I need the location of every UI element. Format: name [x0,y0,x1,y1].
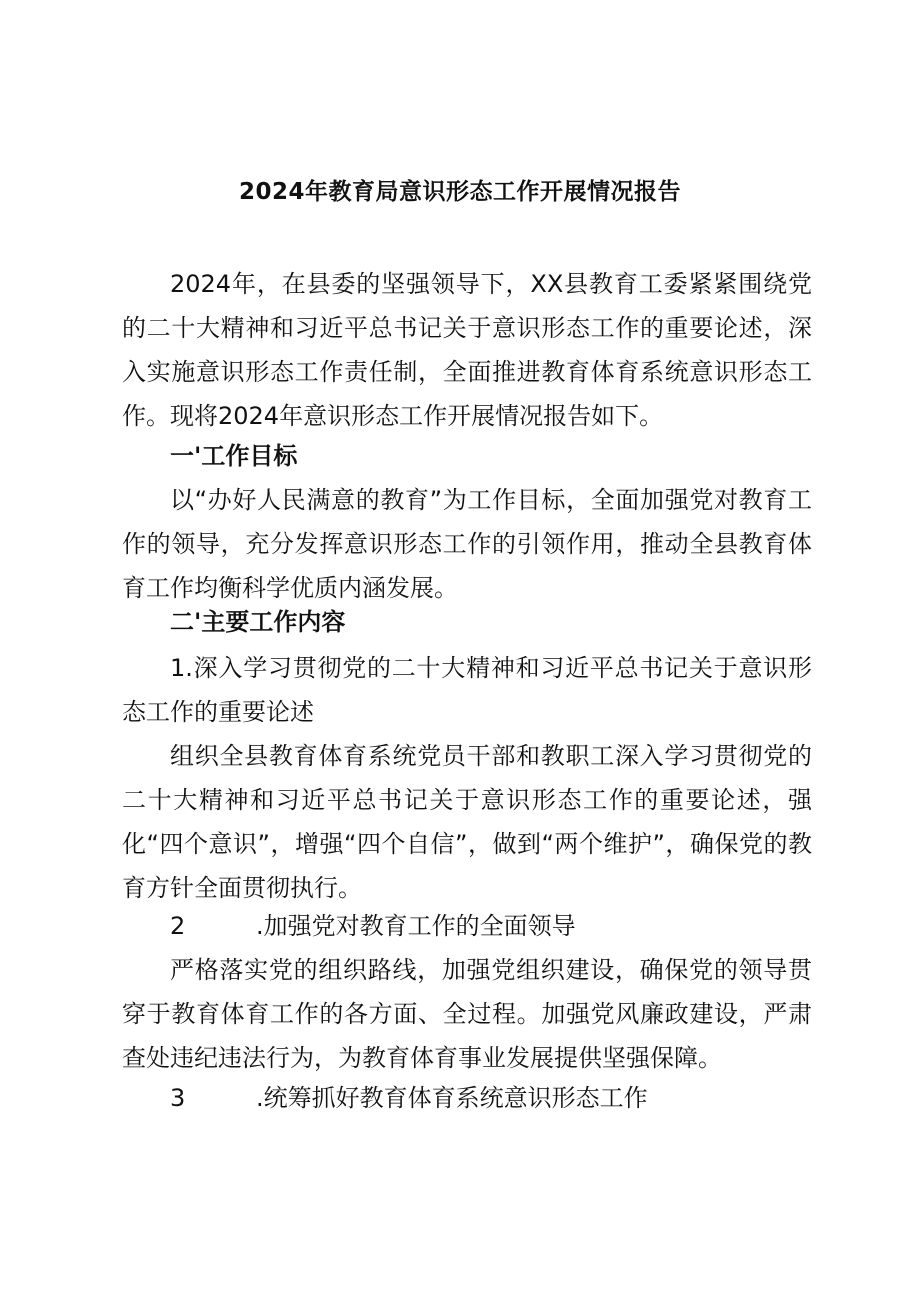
item-2-title [122,904,812,948]
item-2-number: 2 [170,912,186,940]
item-3-title-text: .统筹抓好教育体育系统意识形态工作 [256,1084,648,1112]
item-2-title-text: .加强党对教育工作的全面领导 [256,912,576,940]
item-1-title [122,646,812,734]
intro-paragraph: 2024年，在县委的坚强领导下，XX县教育工委紧紧围绕党的二十大精神和习近平总书记关于意识形态工作的重要论述，深入实施意识形态工作责任制，全面推进教育体育系统意识形态工作。现将2024年意识形态工作开展情况报告如下。 [122,270,812,430]
goals-paragraph: 以“办好人民满意的教育”为工作目标，全面加强党对教育工作的领导，充分发挥意识形态工作的引领作用，推动全县教育体育工作均衡科学优质内涵发展。 [122,486,812,602]
section-heading-main-work: 二'主要工作内容 [170,608,346,636]
item-1-number: 1 [170,654,186,682]
item-3-title [122,1076,812,1120]
item-2-paragraph: 严格落实党的组织路线，加强党组织建设，确保党的领导贯穿于教育体育工作的各方面、全过程。加强党风廉政建设，严肃查处违纪违法行为，为教育体育事业发展提供坚强保障。 [122,956,812,1072]
section-heading-goals: 一'工作目标 [170,442,298,470]
item-3-number: 3 [170,1084,186,1112]
item-1-paragraph: 组织全县教育体育系统党员干部和教职工深入学习贯彻党的二十大精神和习近平总书记关于意识形态工作的重要论述，强化“四个意识”，增强“四个自信”，做到“两个维护”，确保党的教育方针全面贯彻执行。 [122,742,812,902]
document-title: 2024年教育局意识形态工作开展情况报告 [238,179,681,205]
item-1-title-text: .深入学习贯彻党的二十大精神和习近平总书记关于意识形态工作的重要论述 [122,654,812,726]
